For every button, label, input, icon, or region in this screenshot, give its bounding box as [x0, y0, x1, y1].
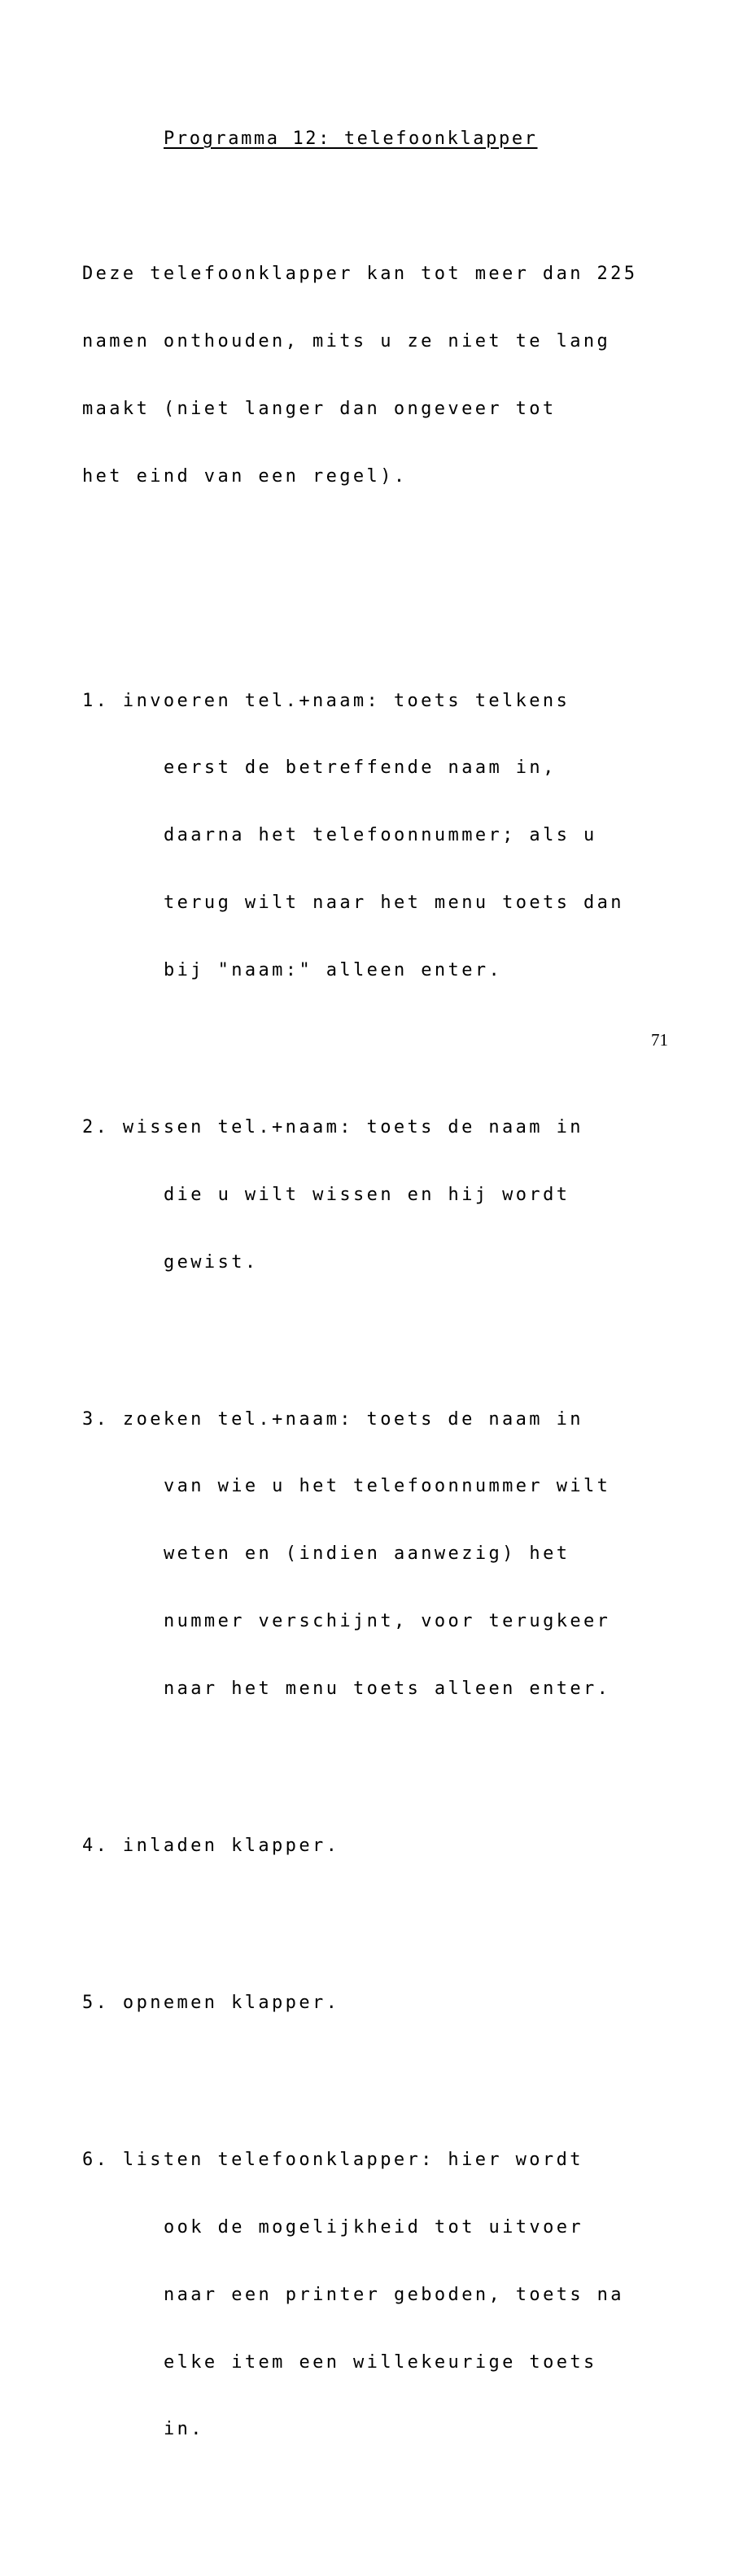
option-continuation-line: naar het menu toets alleen enter.: [164, 1678, 611, 1699]
option-first-line: 5. opnemen klapper.: [82, 1993, 340, 2014]
option-continuation-line: elke item een willekeurige toets: [164, 2351, 597, 2373]
option-first-line: 1. invoeren tel.+naam: toets telkens: [82, 690, 570, 711]
option-continuation-line: terug wilt naar het menu toets dan: [164, 893, 624, 913]
intro-line: namen onthouden, mits u ze niet te lang: [82, 331, 611, 352]
intro-paragraph: [82, 218, 637, 532]
option-continuation-line: ook de mogelijkheid tot uitvoer: [164, 2217, 583, 2238]
body-text: [82, 173, 637, 2576]
option-continuation-line: daarna het telefoonnummer; als u: [164, 825, 597, 846]
option-continuation-line: naar een printer geboden, toets na: [164, 2284, 624, 2305]
option-continuation-line: die u wilt wissen en hij wordt: [164, 1184, 570, 1205]
intro-line: maakt (niet langer dan ongeveer tot: [82, 398, 557, 419]
option-first-line: 3. zoeken tel.+naam: toets de naam in: [82, 1408, 583, 1430]
menu-option-2: [82, 1072, 637, 1319]
menu-option-1: [82, 644, 637, 1026]
option-continuation-line: nummer verschijnt, voor terugkeer: [164, 1611, 611, 1631]
menu-option-6: [82, 2104, 637, 2486]
menu-option-3: [82, 1363, 637, 1744]
intro-line: het eind van een regel).: [82, 465, 408, 487]
option-continuation-line: van wie u het telefoonnummer wilt: [164, 1476, 611, 1497]
option-continuation-line: bij "naam:" alleen enter.: [164, 959, 503, 980]
option-continuation-line: eerst de betreffende naam in,: [164, 758, 557, 779]
menu-option-4: [82, 1790, 637, 1902]
option-first-line: 4. inladen klapper.: [82, 1835, 340, 1856]
menu-option-list: [82, 600, 637, 2530]
option-continuation-line: gewist.: [164, 1251, 259, 1273]
section-title: Programma 12: telefoonklapper: [164, 129, 538, 149]
option-first-line: 2. wissen tel.+naam: toets de naam in: [82, 1116, 583, 1137]
option-continuation-line: weten en (indien aanwezig) het: [164, 1543, 570, 1565]
page-number: 71: [651, 1030, 668, 1050]
option-first-line: 6. listen telefoonklapper: hier wordt: [82, 2150, 583, 2171]
option-continuation-line: in.: [164, 2419, 204, 2440]
intro-line: Deze telefoonklapper kan tot meer dan 225: [82, 264, 638, 285]
menu-option-5: [82, 1947, 637, 2059]
